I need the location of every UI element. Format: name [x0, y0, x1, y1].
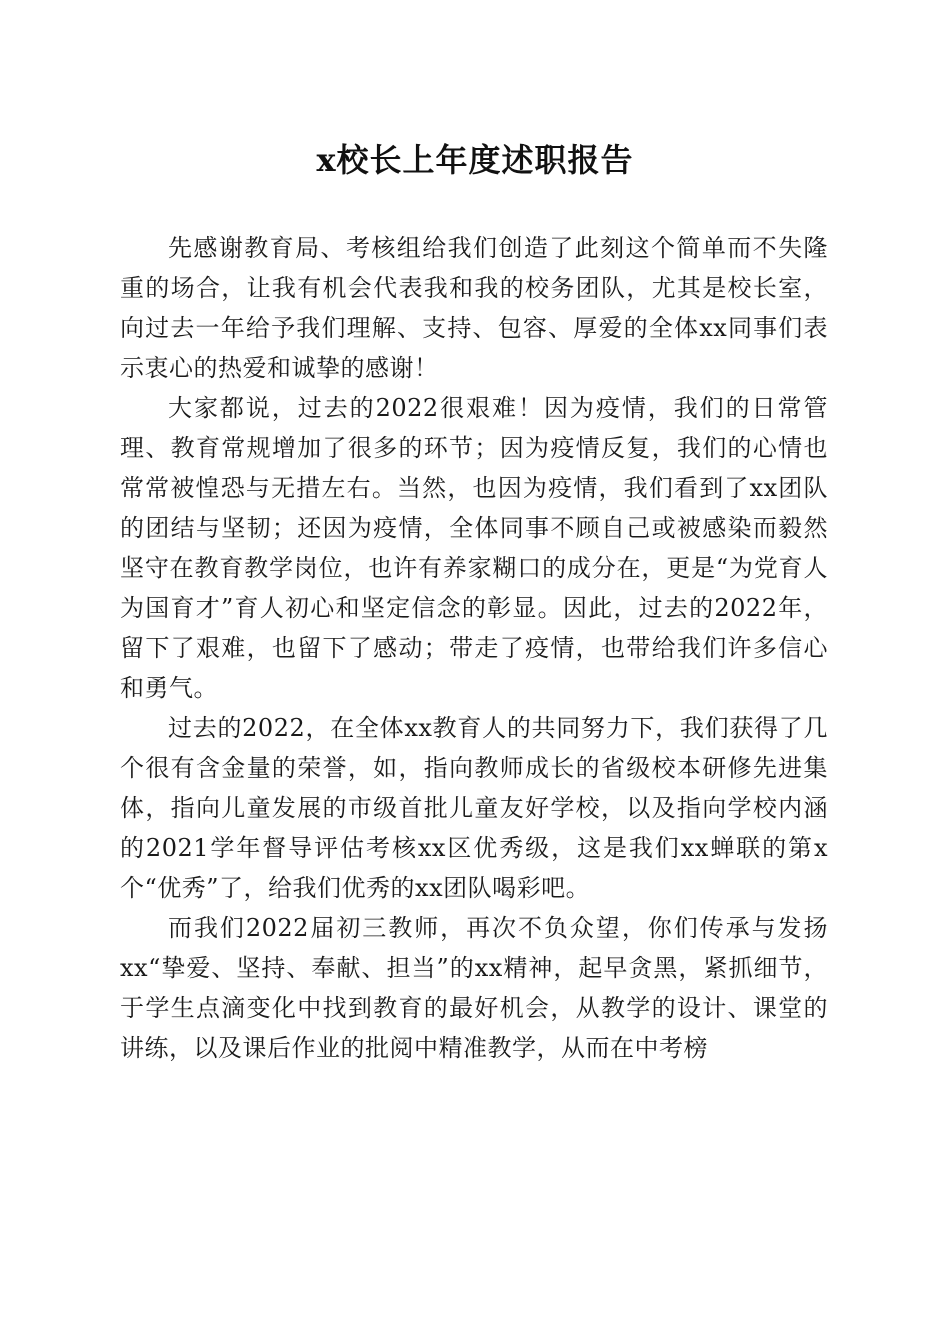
paragraph-pandemic-year: 大家都说，过去的2022很艰难！因为疫情，我们的日常管理、教育常规增加了很多的环节；因为疫情反复，我们的心情也常常被惶恐与无措左右。当然，也因为疫情，我们看到了xx团队的团结与坚韧；还因为疫情，全体同事不顾自己或被感染而毅然坚守在教育教学岗位，也许有养家糊口的成分在，更是“为党育人为国育才”育人初心和坚定信念的彰显。因此，过去的2022年，留下了艰难，也留下了感动；带走了疫情，也带给我们许多信心和勇气。: [120, 394, 828, 702]
document-body: [120, 228, 828, 1068]
paragraph-gratitude: 先感谢教育局、考核组给我们创造了此刻这个简单而不失隆重的场合，让我有机会代表我和我的校务团队，尤其是校长室，向过去一年给予我们理解、支持、包容、厚爱的全体xx同事们表示衷心的热爱和诚挚的感谢！: [120, 234, 828, 382]
document-title: x校长上年度述职报告: [316, 141, 634, 179]
paragraph-honors: 过去的2022，在全体xx教育人的共同努力下，我们获得了几个很有含金量的荣誉，如，指向教师成长的省级校本研修先进集体，指向儿童发展的市级首批儿童友好学校，以及指向学校内涵的2021学年督导评估考核xx区优秀级，这是我们xx蝉联的第x个“优秀”了，给我们优秀的xx团队喝彩吧。: [120, 714, 828, 902]
paragraph-grade-nine-teachers: 而我们2022届初三教师，再次不负众望，你们传承与发扬xx“挚爱、坚持、奉献、担当”的xx精神，起早贪黑，紧抓细节，于学生点滴变化中找到教育的最好机会，从教学的设计、课堂的讲练，以及课后作业的批阅中精准教学，从而在中考榜: [120, 914, 828, 1062]
